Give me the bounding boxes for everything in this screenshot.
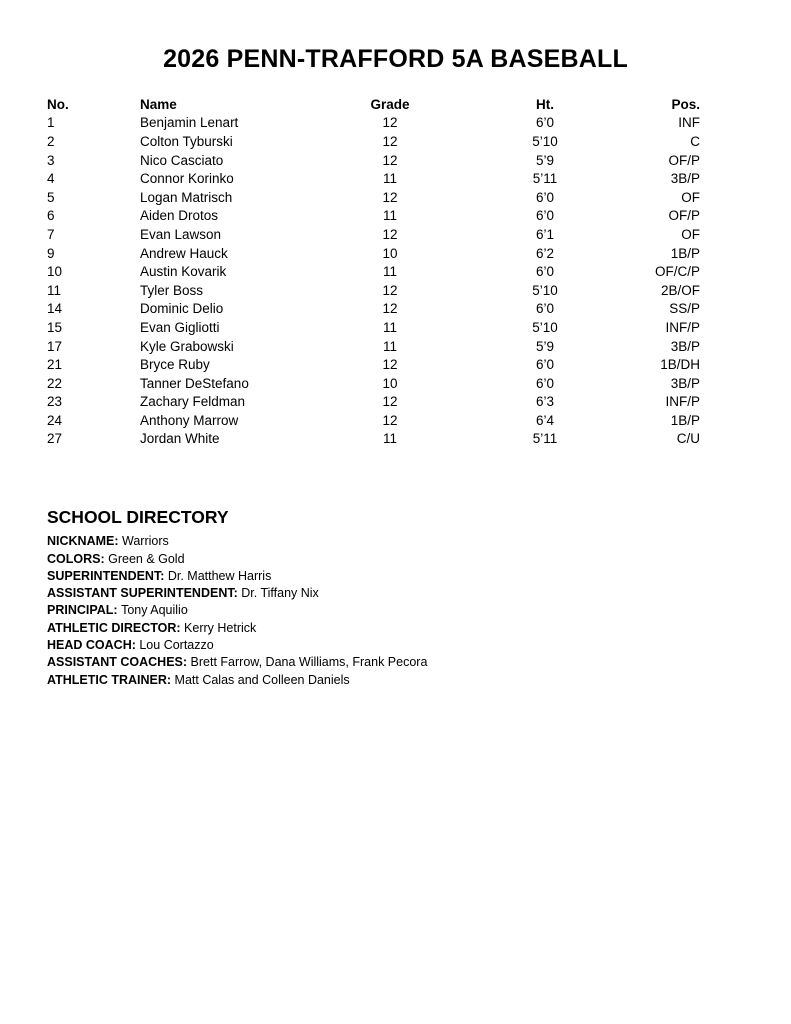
cell-grade: 12 (382, 282, 398, 298)
table-row (47, 132, 700, 151)
cell-pos: OF/P (668, 152, 700, 168)
cell-pos: 3B/P (670, 171, 700, 187)
directory-entry (47, 533, 791, 550)
cell-grade: 11 (382, 171, 397, 187)
cell-grade: 11 (382, 338, 397, 354)
cell-no: 4 (47, 171, 55, 187)
cell-no: 10 (47, 264, 63, 280)
cell-name: Andrew Hauck (140, 245, 228, 261)
table-row (47, 169, 700, 188)
cell-name: Logan Matrisch (140, 189, 233, 205)
table-row (47, 430, 700, 449)
cell-grade: 12 (382, 133, 398, 149)
directory-entry-label: ATHLETIC TRAINER: (47, 672, 175, 687)
cell-ht: 6’0 (535, 375, 554, 391)
directory-entry-label: HEAD COACH: (47, 638, 140, 653)
cell-no: 2 (47, 133, 55, 149)
header-ht: Ht. (536, 96, 554, 112)
cell-ht: 6’0 (535, 208, 554, 224)
cell-no: 9 (47, 245, 55, 261)
cell-grade: 12 (382, 189, 398, 205)
directory-entry-label: PRINCIPAL: (47, 603, 122, 618)
directory-entry (47, 585, 791, 602)
directory-entry (47, 637, 791, 654)
cell-no: 24 (47, 412, 63, 428)
header-no: No. (47, 96, 69, 112)
cell-pos: 3B/P (670, 338, 700, 354)
cell-grade: 11 (382, 264, 397, 280)
table-row (47, 337, 700, 356)
cell-pos: 1B/DH (660, 357, 700, 373)
cell-ht: 5’11 (532, 431, 558, 447)
cell-grade: 12 (382, 226, 398, 242)
cell-no: 27 (47, 431, 63, 447)
cell-pos: 1B/P (670, 412, 700, 428)
cell-ht: 6’1 (535, 226, 554, 242)
cell-name: Bryce Ruby (140, 357, 210, 373)
cell-grade: 12 (382, 412, 398, 428)
cell-no: 21 (47, 357, 63, 373)
directory-entry (47, 551, 791, 568)
directory-entry-value: Dr. Tiffany Nix (241, 586, 319, 601)
cell-name: Zachary Feldman (140, 394, 246, 410)
cell-ht: 6’0 (535, 301, 554, 317)
cell-name: Dominic Delio (140, 301, 224, 317)
table-row (47, 151, 700, 170)
table-row (47, 374, 700, 393)
cell-pos: OF (681, 226, 700, 242)
cell-pos: 2B/OF (660, 282, 700, 298)
directory-entry-label: COLORS: (47, 551, 109, 566)
cell-grade: 10 (382, 245, 398, 261)
cell-name: Tyler Boss (140, 282, 204, 298)
directory-entry-value: Tony Aquilio (121, 603, 188, 618)
table-row (47, 393, 700, 412)
roster-header (47, 95, 700, 114)
cell-pos: OF/C/P (654, 264, 700, 280)
cell-no: 17 (47, 338, 63, 354)
roster-body (47, 114, 700, 449)
header-pos: Pos. (671, 96, 700, 112)
cell-grade: 12 (382, 394, 398, 410)
directory-entry (47, 672, 791, 689)
header-row (47, 95, 700, 114)
cell-pos: OF (681, 189, 700, 205)
cell-ht: 5’10 (532, 282, 558, 298)
cell-ht: 5’9 (535, 338, 554, 354)
cell-name: Kyle Grabowski (140, 338, 234, 354)
cell-ht: 6’2 (535, 245, 554, 261)
cell-name: Jordan White (140, 431, 220, 447)
cell-grade: 12 (382, 357, 398, 373)
table-row (47, 300, 700, 319)
directory-entry (47, 620, 791, 637)
school-directory (47, 507, 791, 689)
header-grade: Grade (370, 96, 410, 112)
table-row (47, 318, 700, 337)
cell-name: Evan Gigliotti (140, 319, 220, 335)
directory-entry (47, 568, 791, 585)
directory-entry-value: Lou Cortazzo (139, 638, 214, 653)
cell-no: 3 (47, 152, 55, 168)
directory-entry (47, 654, 791, 671)
cell-name: Aiden Drotos (140, 208, 219, 224)
cell-no: 11 (47, 282, 62, 298)
cell-name: Benjamin Lenart (140, 115, 239, 131)
table-row (47, 244, 700, 263)
directory-list (47, 533, 791, 689)
roster-table (47, 95, 700, 448)
directory-entry-value: Green & Gold (108, 551, 185, 566)
cell-ht: 6’0 (535, 264, 554, 280)
cell-grade: 11 (382, 319, 397, 335)
cell-ht: 5’9 (535, 152, 554, 168)
directory-entry-label: NICKNAME: (47, 534, 122, 549)
cell-name: Connor Korinko (140, 171, 234, 187)
directory-entry-label: ATHLETIC DIRECTOR: (47, 620, 185, 635)
cell-ht: 6’0 (535, 357, 554, 373)
cell-grade: 12 (382, 301, 398, 317)
cell-grade: 10 (382, 375, 398, 391)
cell-pos: INF/P (665, 394, 700, 410)
cell-ht: 6’3 (535, 394, 554, 410)
cell-name: Evan Lawson (140, 226, 222, 242)
cell-pos: C (690, 133, 700, 149)
directory-entry-value: Kerry Hetrick (184, 620, 257, 635)
cell-pos: SS/P (669, 301, 700, 317)
directory-entry-value: Warriors (122, 534, 169, 549)
cell-ht: 6’4 (535, 412, 554, 428)
table-row (47, 262, 700, 281)
cell-name: Tanner DeStefano (140, 375, 249, 391)
cell-grade: 12 (382, 152, 398, 168)
table-row (47, 207, 700, 226)
cell-pos: OF/P (668, 208, 700, 224)
table-row (47, 188, 700, 207)
cell-pos: INF (678, 115, 700, 131)
cell-no: 5 (47, 189, 55, 205)
cell-no: 6 (47, 208, 55, 224)
cell-pos: 1B/P (670, 245, 700, 261)
cell-no: 14 (47, 301, 63, 317)
table-row (47, 355, 700, 374)
cell-grade: 11 (382, 208, 397, 224)
page-title: 2026 PENN-TRAFFORD 5A BASEBALL (163, 45, 628, 73)
directory-entry-label: ASSISTANT SUPERINTENDENT: (47, 586, 242, 601)
cell-grade: 12 (382, 115, 398, 131)
cell-no: 22 (47, 375, 63, 391)
cell-pos: 3B/P (670, 375, 700, 391)
table-row (47, 114, 700, 133)
cell-no: 15 (47, 319, 63, 335)
cell-grade: 11 (382, 431, 397, 447)
directory-entry-label: SUPERINTENDENT: (47, 568, 168, 583)
cell-ht: 5’10 (532, 133, 558, 149)
cell-pos: INF/P (665, 319, 700, 335)
directory-entry-label: ASSISTANT COACHES: (47, 655, 191, 670)
cell-name: Austin Kovarik (140, 264, 227, 280)
directory-entry-value: Dr. Matthew Harris (167, 568, 272, 583)
cell-pos: C/U (676, 431, 700, 447)
cell-ht: 5’11 (532, 171, 558, 187)
cell-no: 7 (47, 226, 55, 242)
cell-no: 1 (47, 115, 55, 131)
header-name: Name (140, 96, 177, 112)
table-row (47, 281, 700, 300)
directory-entry (47, 602, 791, 619)
table-row (47, 411, 700, 430)
cell-ht: 5’10 (532, 319, 558, 335)
table-row (47, 225, 700, 244)
cell-name: Nico Casciato (140, 152, 224, 168)
directory-heading: SCHOOL DIRECTORY (47, 507, 229, 528)
cell-name: Colton Tyburski (140, 133, 233, 149)
cell-no: 23 (47, 394, 63, 410)
directory-entry-value: Matt Calas and Colleen Daniels (174, 672, 350, 687)
cell-ht: 6’0 (535, 115, 554, 131)
directory-entry-value: Brett Farrow, Dana Williams, Frank Pecora (190, 655, 428, 670)
cell-ht: 6’0 (535, 189, 554, 205)
cell-name: Anthony Marrow (140, 412, 239, 428)
